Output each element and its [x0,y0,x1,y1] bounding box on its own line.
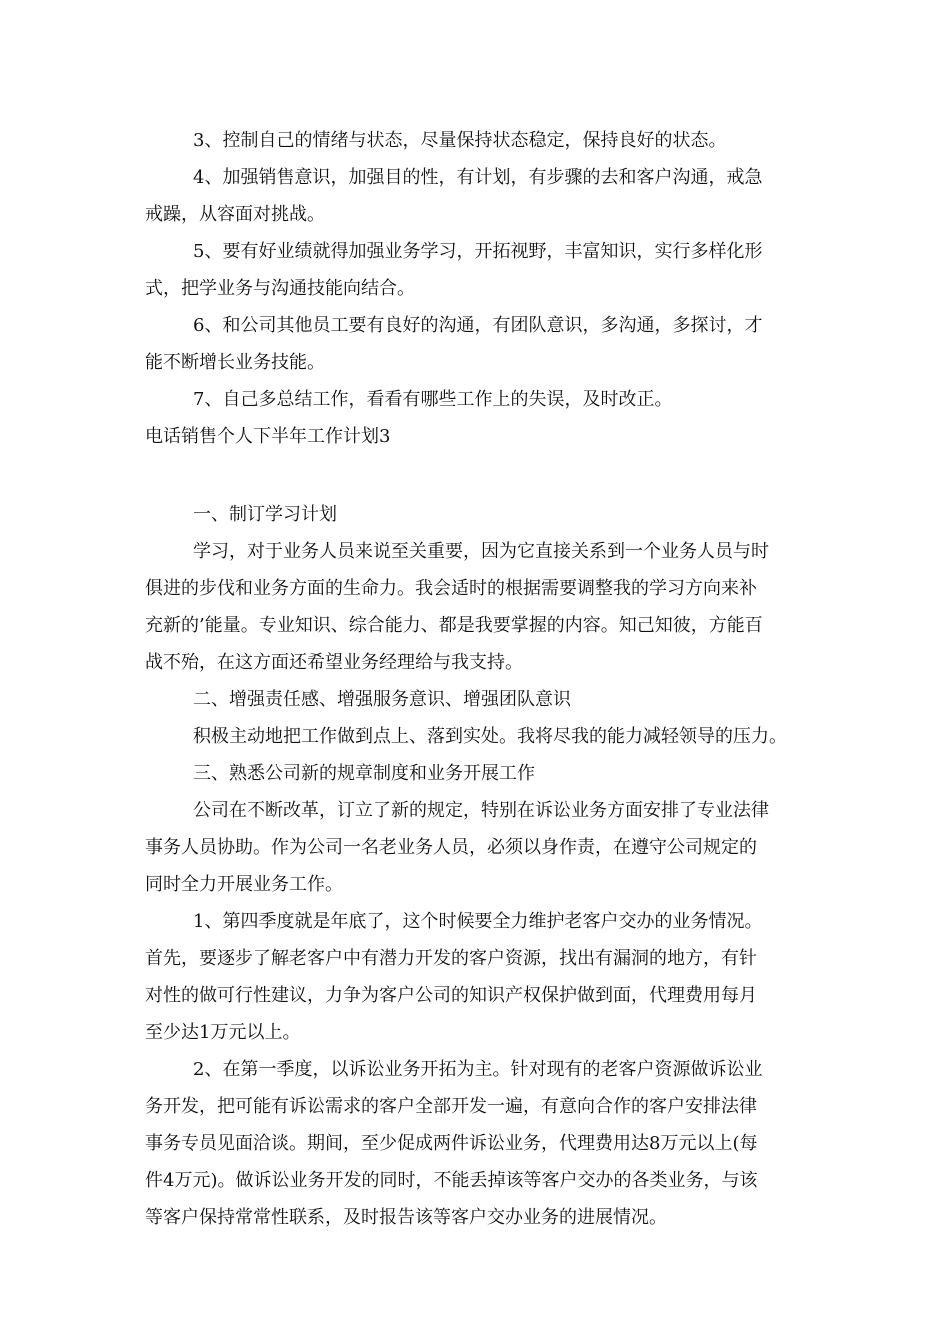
section-heading: 二、增强责任感、增强服务意识、增强团队意识 [193,689,571,710]
paragraph-line: 充新的’能量。专业知识、综合能力、都是我要掌握的内容。知己知彼，方能百 [145,615,763,636]
paragraph-line: 至少达1万元以上。 [145,1022,301,1043]
paragraph-line: 4、加强销售意识，加强目的性，有计划，有步骤的去和客户沟通，戒急 [193,167,763,188]
section-title: 电话销售个人下半年工作计划3 [145,426,391,447]
paragraph-line: 5、要有好业绩就得加强业务学习，开拓视野，丰富知识，实行多样化形 [193,241,763,262]
paragraph-line: 1、第四季度就是年底了，这个时候要全力维护老客户交办的业务情况。 [193,911,763,932]
paragraph-line: 积极主动地把工作做到点上、落到实处。我将尽我的能力减轻领导的压力。 [193,726,787,747]
paragraph-line: 战不殆，在这方面还希望业务经理给与我支持。 [145,652,523,673]
paragraph-line: 首先，要逐步了解老客户中有潜力开发的客户资源，找出有漏洞的地方，有针 [145,948,757,969]
document-body [145,122,815,1236]
paragraph-line: 式，把学业务与沟通技能向结合。 [145,278,415,299]
paragraph-line: 能不断增长业务技能。 [145,352,325,373]
paragraph-line: 6、和公司其他员工要有良好的沟通，有团队意识，多沟通，多探讨，才 [193,315,763,336]
paragraph-line: 学习，对于业务人员来说至关重要，因为它直接关系到一个业务人员与时 [193,541,769,562]
blank-line [145,455,815,496]
paragraph-line: 等客户保持常常性联系，及时报告该等客户交办业务的进展情况。 [145,1207,667,1228]
section-heading: 三、熟悉公司新的规章制度和业务开展工作 [193,763,535,784]
paragraph-line: 务开发，把可能有诉讼需求的客户全部开发一遍，有意向合作的客户安排法律 [145,1096,757,1117]
paragraph-line: 俱进的步伐和业务方面的生命力。我会适时的根据需要调整我的学习方向来补 [145,578,757,599]
paragraph-line: 7、自己多总结工作，看看有哪些工作上的失误，及时改正。 [193,389,673,410]
paragraph-line: 戒躁，从容面对挑战。 [145,204,325,225]
paragraph-line: 同时全力开展业务工作。 [145,874,343,895]
paragraph-line: 件4万元)。做诉讼业务开发的同时，不能丢掉该等客户交办的各类业务，与该 [145,1170,758,1191]
paragraph-line: 事务专员见面洽谈。期间，至少促成两件诉讼业务，代理费用达8万元以上(每 [145,1133,758,1154]
paragraph-line: 3、控制自己的情绪与状态，尽量保持状态稳定，保持良好的状态。 [193,130,727,151]
paragraph-line: 对性的做可行性建议，力争为客户公司的知识产权保护做到面，代理费用每月 [145,985,757,1006]
section-heading: 一、制订学习计划 [193,504,337,525]
paragraph-line: 事务人员协助。作为公司一名老业务人员，必须以身作责，在遵守公司规定的 [145,837,757,858]
paragraph-line: 公司在不断改革，订立了新的规定，特别在诉讼业务方面安排了专业法律 [193,800,769,821]
paragraph-line: 2、在第一季度，以诉讼业务开拓为主。针对现有的老客户资源做诉讼业 [193,1059,763,1080]
